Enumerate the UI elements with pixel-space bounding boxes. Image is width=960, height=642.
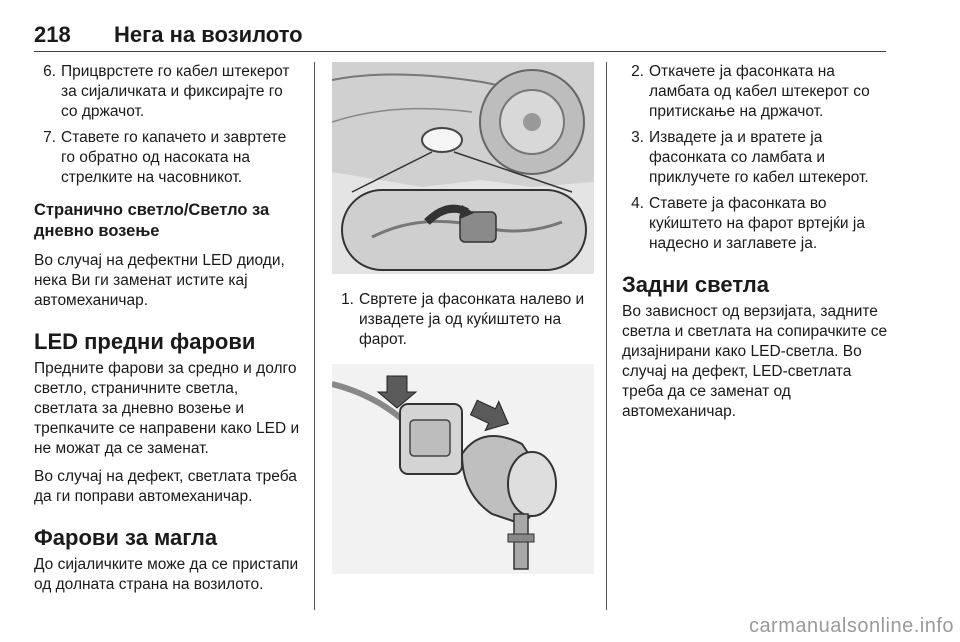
- bulb-socket-illustration: [332, 364, 594, 574]
- column-divider-1: [314, 62, 315, 610]
- step-3: [622, 128, 892, 188]
- fog-heading: Фарови за магла: [34, 525, 218, 550]
- led-text-2: Во случај на дефект, светлата треба да ги поправи автомеханичар.: [34, 468, 297, 505]
- page-header: [34, 14, 886, 52]
- step-2: [622, 62, 892, 122]
- side-light-heading: Странично светло/Светло за дневно возење: [34, 201, 270, 240]
- step-number: 3.: [631, 129, 644, 146]
- step-number: 7.: [43, 129, 56, 146]
- watermark: carmanualsonline.info: [748, 615, 954, 637]
- column-1: [34, 62, 302, 603]
- rear-lights-text: Во зависност од верзијата, задните светла и светлата на сопирачките се дизајнирани како LED-светла. Во случај на дефект, LED-светлата треба да се заменат од автомеханичар.: [622, 303, 888, 420]
- side-light-text: Во случај на дефектни LED диоди, нека Ви ги заменат истите кај автомеханичар.: [34, 252, 285, 309]
- step-text: Свртете ја фасонката налево и извадете ја од куќиштето на фарот.: [359, 291, 585, 348]
- step-4: [622, 194, 892, 254]
- step-text: Ставете ја фасонката во куќиштето на фарот вртејќи ја надесно и заглавете ја.: [649, 195, 865, 252]
- led-heading: LED предни фарови: [34, 329, 256, 354]
- column-divider-2: [606, 62, 607, 610]
- fog-text: До сијаличките може да се пристапи од долната страна на возилото.: [34, 556, 299, 593]
- header-rule: [34, 51, 886, 52]
- step-7: [34, 128, 302, 188]
- step-1: [332, 290, 594, 350]
- column-2: [332, 62, 594, 574]
- step-number: 6.: [43, 63, 56, 80]
- step-text: Откачете ја фасонката на ламбата од кабел штекерот со притискање на држачот.: [649, 63, 870, 120]
- running-title: Нега на возилото: [114, 22, 303, 47]
- led-text-1: Предните фарови за средно и долго светло, страничните светла, светлата за дневно возење и трепкачите се направени како LED и не можат да се заменат.: [34, 360, 300, 457]
- rear-lights-heading: Задни светла: [622, 272, 770, 297]
- car-front-illustration: [332, 62, 594, 274]
- step-6: [34, 62, 302, 122]
- step-text: Ставете го капачето и завртете го обратно од насоката на стрелките на часовникот.: [61, 129, 287, 186]
- step-number: 4.: [631, 195, 644, 212]
- step-number: 2.: [631, 63, 644, 80]
- step-number: 1.: [341, 291, 354, 308]
- step-text: Извадете ја и вратете ја фасонката со ламбата и приклучете го кабел штекерот.: [649, 129, 869, 186]
- headlight-housing-illustration: [332, 62, 594, 274]
- bulb-socket-drawing: [332, 364, 594, 574]
- column-3: [622, 62, 892, 430]
- page-number: 218: [34, 22, 71, 47]
- step-text: Прицврстете го кабел штекерот за сијаличката и фиксирајте го со држачот.: [61, 63, 290, 120]
